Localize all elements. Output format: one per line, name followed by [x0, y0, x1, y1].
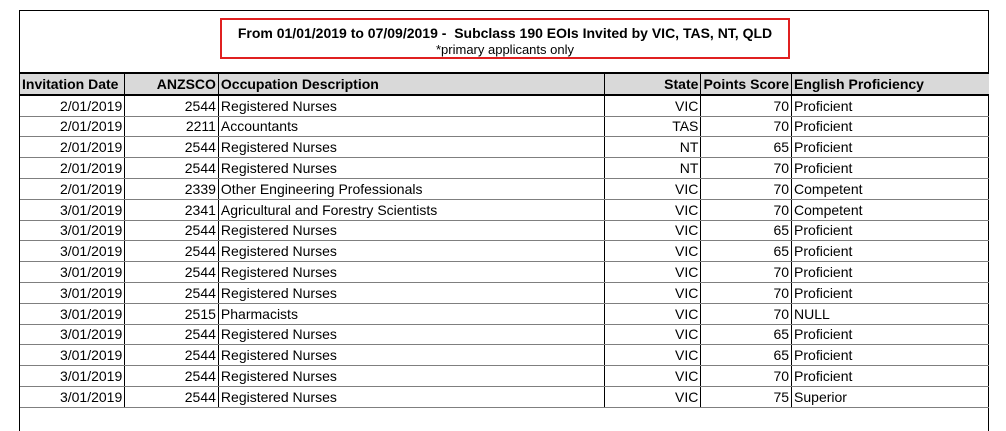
table-row	[20, 386, 989, 407]
table-row	[20, 241, 989, 262]
cell-english: Competent	[792, 178, 989, 199]
cell-state: VIC	[604, 241, 701, 262]
cell-english: NULL	[792, 303, 989, 324]
cell-points: 70	[701, 262, 792, 283]
cell-anzsco: 2544	[125, 158, 219, 179]
cell-occupation: Accountants	[218, 116, 604, 137]
cell-state: VIC	[604, 386, 701, 407]
cell-anzsco: 2544	[125, 262, 219, 283]
cell-occupation: Registered Nurses	[218, 282, 604, 303]
cell-english: Proficient	[792, 324, 989, 345]
cell-invitation-date: 3/01/2019	[20, 366, 125, 387]
cell-anzsco: 2544	[125, 386, 219, 407]
cell-english: Proficient	[792, 116, 989, 137]
cell-points: 65	[701, 324, 792, 345]
cell-points: 70	[701, 158, 792, 179]
cell-anzsco: 2515	[125, 303, 219, 324]
cell-anzsco: 2544	[125, 220, 219, 241]
cell-points: 65	[701, 241, 792, 262]
cell-state: VIC	[604, 366, 701, 387]
cell-points: 70	[701, 282, 792, 303]
cell-state: VIC	[604, 324, 701, 345]
cell-english: Proficient	[792, 95, 989, 116]
cell-occupation: Pharmacists	[218, 303, 604, 324]
cell-anzsco: 2544	[125, 282, 219, 303]
table-row	[20, 158, 989, 179]
cell-invitation-date: 3/01/2019	[20, 199, 125, 220]
cell-state: NT	[604, 158, 701, 179]
header-state: State	[604, 73, 701, 95]
header-english: English Proficiency	[792, 73, 989, 95]
cell-invitation-date: 3/01/2019	[20, 324, 125, 345]
cell-occupation: Registered Nurses	[218, 220, 604, 241]
header-points: Points Score	[701, 73, 792, 95]
cell-occupation: Registered Nurses	[218, 137, 604, 158]
cell-state: VIC	[604, 95, 701, 116]
cell-invitation-date: 2/01/2019	[20, 158, 125, 179]
cell-english: Proficient	[792, 366, 989, 387]
cell-state: NT	[604, 137, 701, 158]
report-title: From 01/01/2019 to 07/09/2019 - Subclass 190 EOIs Invited by VIC, TAS, NT, QLD	[237, 25, 773, 41]
table-row	[20, 303, 989, 324]
cell-english: Proficient	[792, 345, 989, 366]
cell-state: VIC	[604, 178, 701, 199]
cell-state: VIC	[604, 282, 701, 303]
eoi-table	[20, 72, 989, 408]
cell-anzsco: 2339	[125, 178, 219, 199]
cell-occupation: Registered Nurses	[218, 345, 604, 366]
table-row	[20, 199, 989, 220]
title-highlight-box	[220, 18, 790, 59]
cell-anzsco: 2544	[125, 324, 219, 345]
cell-anzsco: 2211	[125, 116, 219, 137]
table-row	[20, 95, 989, 116]
header-invitation-date: Invitation Date	[20, 73, 125, 95]
cell-occupation: Registered Nurses	[218, 95, 604, 116]
cell-anzsco: 2544	[125, 241, 219, 262]
cell-english: Proficient	[792, 282, 989, 303]
cell-state: VIC	[604, 303, 701, 324]
cell-english: Proficient	[792, 137, 989, 158]
cell-english: Proficient	[792, 262, 989, 283]
cell-state: VIC	[604, 220, 701, 241]
table-row	[20, 345, 989, 366]
cell-occupation: Registered Nurses	[218, 241, 604, 262]
table-row	[20, 178, 989, 199]
cell-english: Proficient	[792, 220, 989, 241]
header-occupation: Occupation Description	[218, 73, 604, 95]
cell-invitation-date: 2/01/2019	[20, 178, 125, 199]
cell-state: TAS	[604, 116, 701, 137]
cell-invitation-date: 3/01/2019	[20, 345, 125, 366]
cell-invitation-date: 3/01/2019	[20, 241, 125, 262]
cell-invitation-date: 3/01/2019	[20, 303, 125, 324]
cell-occupation: Registered Nurses	[218, 158, 604, 179]
cell-occupation: Registered Nurses	[218, 366, 604, 387]
table-row	[20, 137, 989, 158]
table-row	[20, 262, 989, 283]
spreadsheet	[19, 10, 989, 431]
cell-invitation-date: 3/01/2019	[20, 262, 125, 283]
cell-occupation: Other Engineering Professionals	[218, 178, 604, 199]
cell-points: 70	[701, 95, 792, 116]
cell-anzsco: 2544	[125, 95, 219, 116]
title-area	[20, 11, 988, 72]
cell-invitation-date: 3/01/2019	[20, 282, 125, 303]
header-row	[20, 73, 989, 95]
cell-occupation: Registered Nurses	[218, 386, 604, 407]
cell-points: 70	[701, 116, 792, 137]
header-anzsco: ANZSCO	[125, 73, 219, 95]
cell-invitation-date: 2/01/2019	[20, 116, 125, 137]
cell-anzsco: 2544	[125, 366, 219, 387]
cell-invitation-date: 3/01/2019	[20, 386, 125, 407]
cell-points: 65	[701, 220, 792, 241]
cell-invitation-date: 2/01/2019	[20, 137, 125, 158]
cell-invitation-date: 3/01/2019	[20, 220, 125, 241]
table-body	[20, 95, 989, 407]
cell-english: Proficient	[792, 241, 989, 262]
cell-anzsco: 2544	[125, 345, 219, 366]
cell-occupation: Registered Nurses	[218, 262, 604, 283]
table-row	[20, 324, 989, 345]
cell-points: 65	[701, 345, 792, 366]
cell-points: 70	[701, 178, 792, 199]
cell-anzsco: 2544	[125, 137, 219, 158]
cell-anzsco: 2341	[125, 199, 219, 220]
cell-english: Competent	[792, 199, 989, 220]
cell-english: Proficient	[792, 158, 989, 179]
cell-points: 75	[701, 386, 792, 407]
report-subtitle: *primary applicants only	[435, 42, 574, 57]
cell-points: 65	[701, 137, 792, 158]
cell-occupation: Agricultural and Forestry Scientists	[218, 199, 604, 220]
cell-points: 70	[701, 303, 792, 324]
table-row	[20, 116, 989, 137]
cell-state: VIC	[604, 345, 701, 366]
cell-points: 70	[701, 199, 792, 220]
table-row	[20, 282, 989, 303]
cell-state: VIC	[604, 199, 701, 220]
table-row	[20, 220, 989, 241]
cell-invitation-date: 2/01/2019	[20, 95, 125, 116]
cell-points: 70	[701, 366, 792, 387]
table-row	[20, 366, 989, 387]
cell-english: Superior	[792, 386, 989, 407]
cell-state: VIC	[604, 262, 701, 283]
cell-occupation: Registered Nurses	[218, 324, 604, 345]
